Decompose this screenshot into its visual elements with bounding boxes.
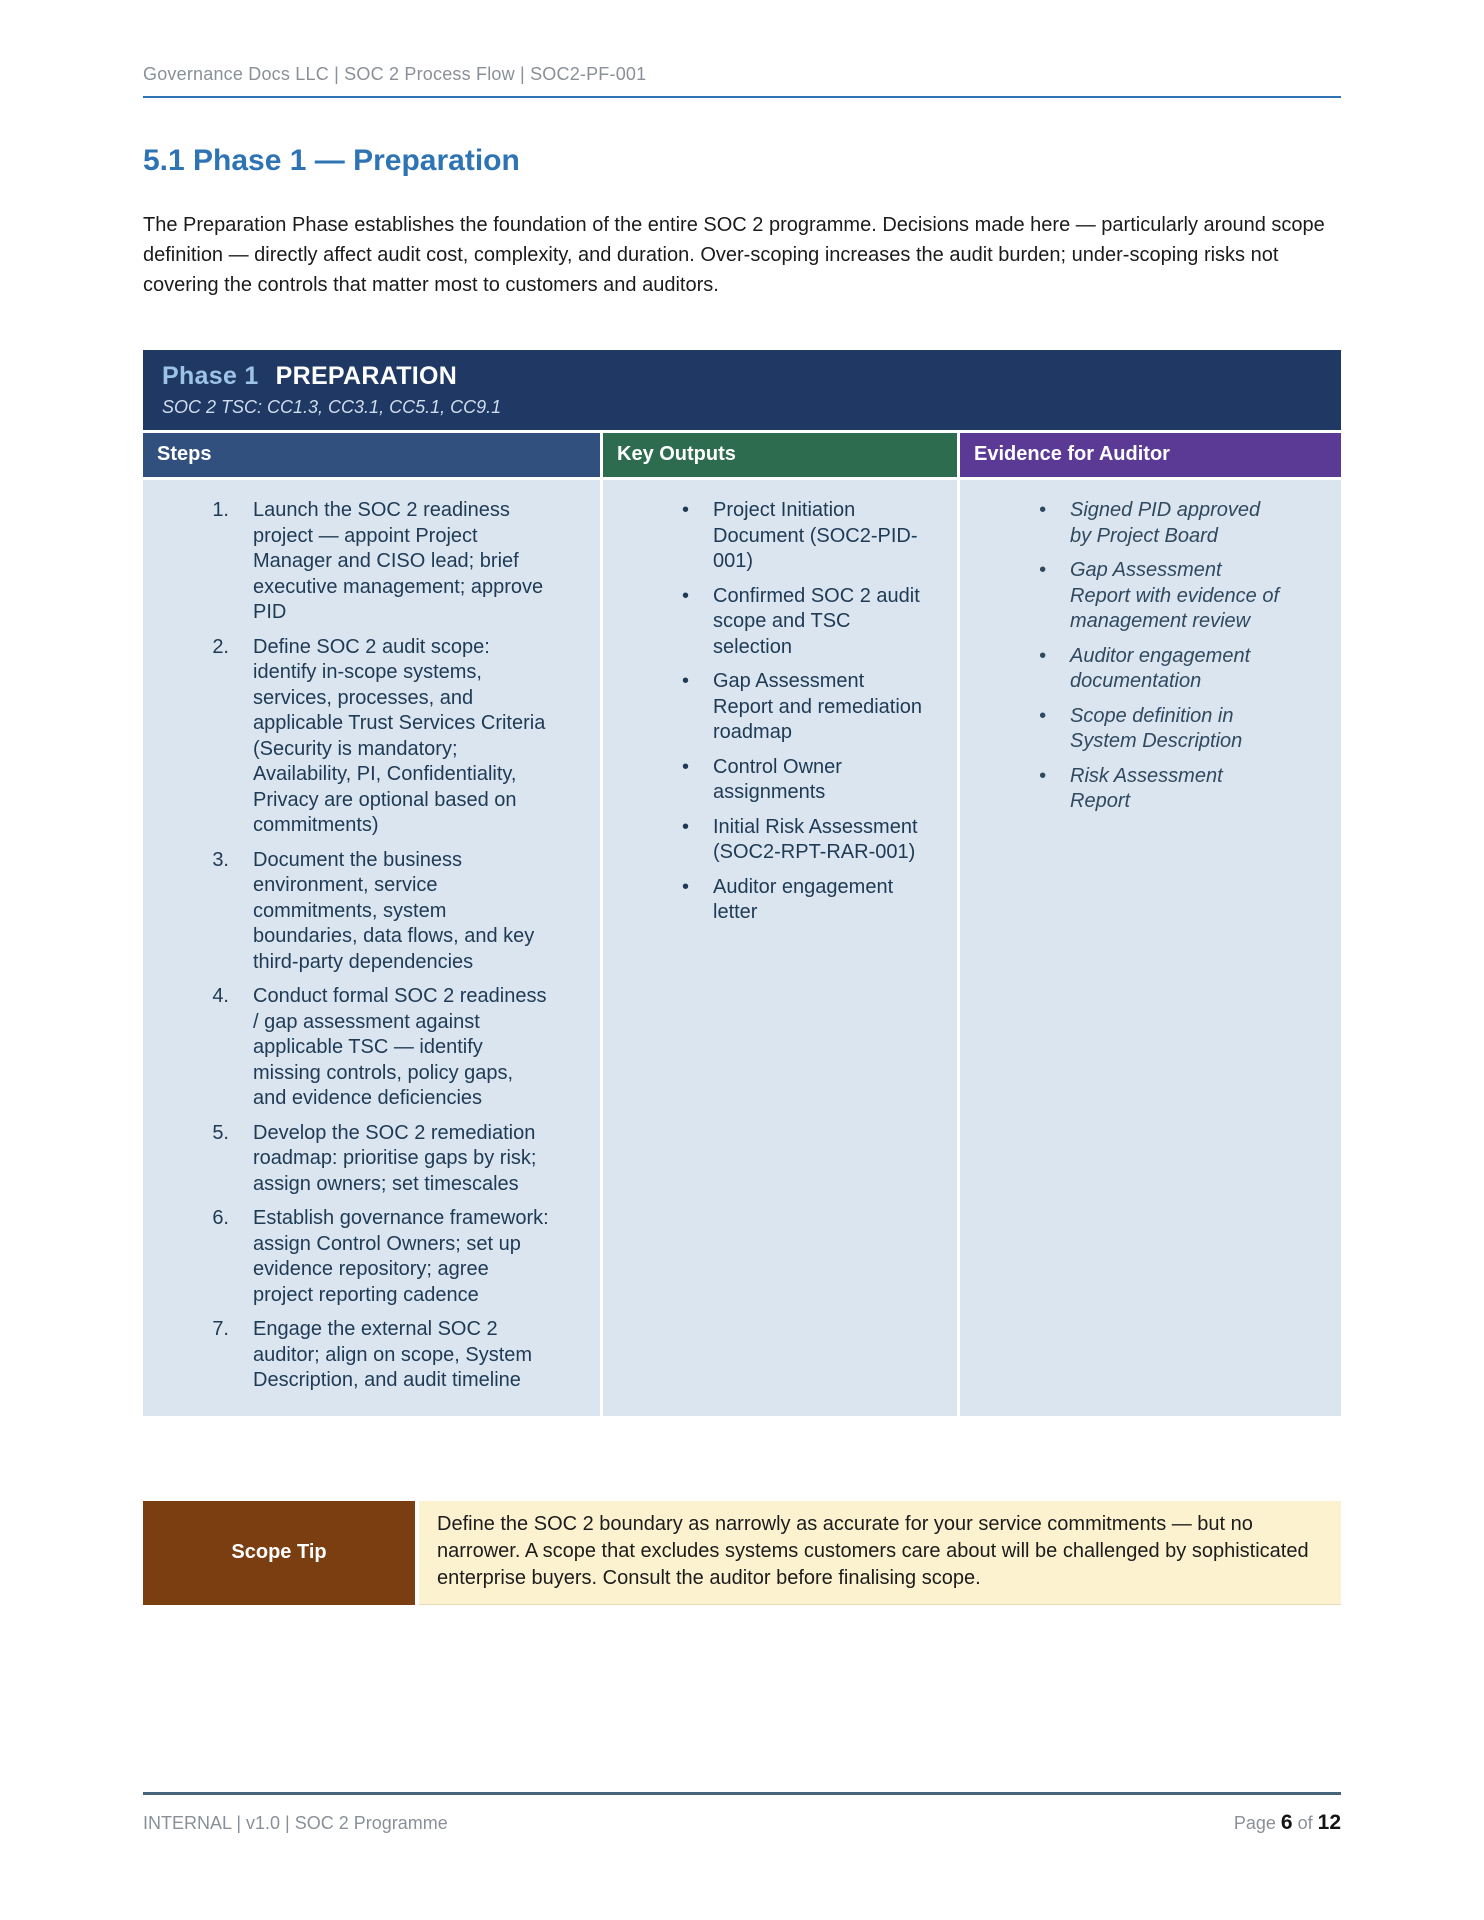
bullet-icon: • bbox=[1038, 704, 1046, 727]
section-title: 5.1 Phase 1 — Preparation bbox=[143, 144, 520, 177]
intro-paragraph: The Preparation Phase establishes the foundation of the entire SOC 2 programme. Decisions made here — particularly around scope definition — directly affect audit cost, complexity, and duration. Over-scoping increases the audit burden; under-scoping risks not covering the controls that matter most to customers and auditors. bbox=[143, 214, 1325, 296]
bullet-item bbox=[960, 498, 1341, 549]
bullet-icon: • bbox=[681, 499, 689, 521]
bullet-item bbox=[960, 558, 1341, 635]
phase-banner bbox=[143, 350, 1341, 430]
step-number: 4. bbox=[212, 985, 229, 1007]
scope-tip-callout bbox=[143, 1501, 1341, 1605]
step-number: 6. bbox=[212, 1207, 229, 1229]
bullet-icon: • bbox=[681, 815, 689, 838]
step-item bbox=[143, 984, 600, 1112]
footer-left-text: INTERNAL | v1.0 | SOC 2 Programme bbox=[143, 1813, 448, 1833]
phase-banner-title bbox=[162, 362, 1322, 391]
list-item-text: Auditor engagement letter bbox=[713, 875, 894, 923]
step-item bbox=[143, 498, 600, 626]
bullet-icon: • bbox=[681, 670, 689, 692]
step-item bbox=[143, 635, 600, 839]
phase-tsc-subtitle: SOC 2 TSC: CC1.3, CC3.1, CC5.1, CC9.1 bbox=[162, 397, 502, 417]
bullet-item bbox=[960, 704, 1341, 755]
list-item-text: Establish governance framework: assign Control Owners; set up evidence repository; agree project reporting cadence bbox=[253, 1207, 549, 1306]
list-item-text: Control Owner assignments bbox=[713, 755, 842, 803]
table-column-headers bbox=[143, 433, 1341, 477]
step-number: 3. bbox=[212, 848, 229, 871]
key-outputs-list bbox=[603, 498, 957, 926]
bullet-item bbox=[603, 584, 957, 661]
footer-page-indicator bbox=[1234, 1811, 1341, 1835]
document-footer bbox=[143, 1792, 1341, 1835]
list-item-text: Launch the SOC 2 readiness project — appoint Project Manager and CISO lead; brief executive management; approve PID bbox=[253, 499, 544, 623]
column-header-evidence: Evidence for Auditor bbox=[960, 433, 1341, 477]
list-item-text: Conduct formal SOC 2 readiness / gap assessment against applicable TSC — identify missing controls, policy gaps, and evidence deficiencies bbox=[253, 985, 547, 1109]
list-item-text: Confirmed SOC 2 audit scope and TSC selection bbox=[713, 584, 920, 658]
bullet-icon: • bbox=[1038, 559, 1046, 581]
bullet-icon: • bbox=[1038, 499, 1046, 521]
phase-name-label: PREPARATION bbox=[275, 362, 458, 390]
list-item-text: Auditor engagement documentation bbox=[1070, 644, 1251, 692]
list-item-text: Gap Assessment Report with evidence of management review bbox=[1070, 559, 1280, 632]
bullet-icon: • bbox=[681, 875, 689, 898]
bullet-item bbox=[603, 875, 957, 926]
list-item-text: Scope definition in System Description bbox=[1070, 704, 1243, 752]
step-number: 5. bbox=[212, 1121, 229, 1144]
bullet-item bbox=[603, 669, 957, 746]
step-item bbox=[143, 848, 600, 976]
bullet-item bbox=[603, 815, 957, 866]
document-header bbox=[143, 0, 1341, 98]
scope-tip-label: Scope Tip bbox=[143, 1501, 415, 1605]
steps-list bbox=[143, 498, 600, 1394]
scope-tip-text: Define the SOC 2 boundary as narrowly as accurate for your service commitments — but no narrower. A scope that excludes systems customers care about will be challenged by sophisticated enterprise buyers. Consult the auditor before finalising scope. bbox=[419, 1501, 1341, 1605]
list-item-text: Gap Assessment Report and remediation roadmap bbox=[713, 670, 923, 743]
bullet-icon: • bbox=[1038, 764, 1046, 787]
step-item bbox=[143, 1206, 600, 1308]
footer-total-pages: 12 bbox=[1317, 1811, 1341, 1834]
evidence-list bbox=[960, 498, 1341, 815]
step-item bbox=[143, 1317, 600, 1394]
bullet-item bbox=[603, 498, 957, 575]
list-item-text: Engage the external SOC 2 auditor; align on scope, System Description, and audit timeline bbox=[253, 1318, 533, 1391]
phase-table bbox=[143, 350, 1341, 1416]
footer-of-word: of bbox=[1297, 1813, 1313, 1833]
bullet-icon: • bbox=[681, 755, 689, 778]
list-item-text: Project Initiation Document (SOC2-PID-001) bbox=[713, 499, 918, 572]
list-item-text: Initial Risk Assessment (SOC2-RPT-RAR-001) bbox=[713, 815, 918, 863]
step-number: 1. bbox=[212, 499, 229, 521]
list-item-text: Signed PID approved by Project Board bbox=[1070, 499, 1261, 547]
column-header-key-outputs: Key Outputs bbox=[603, 433, 957, 477]
step-item bbox=[143, 1121, 600, 1198]
column-header-steps: Steps bbox=[143, 433, 600, 477]
key-outputs-cell bbox=[603, 480, 957, 1416]
steps-cell bbox=[143, 480, 600, 1416]
header-text: Governance Docs LLC | SOC 2 Process Flow | SOC2-PF-001 bbox=[143, 64, 647, 84]
footer-current-page: 6 bbox=[1280, 1811, 1293, 1834]
bullet-item bbox=[603, 755, 957, 806]
list-item-text: Document the business environment, service commitments, system boundaries, data flows, and key third-party dependencies bbox=[253, 848, 535, 973]
list-item-text: Develop the SOC 2 remediation roadmap: prioritise gaps by risk; assign owners; set timescales bbox=[253, 1121, 537, 1195]
list-item-text: Risk Assessment Report bbox=[1070, 764, 1223, 812]
step-number: 2. bbox=[212, 635, 229, 658]
footer-page-word: Page bbox=[1233, 1813, 1276, 1833]
list-item-text: Define SOC 2 audit scope: identify in-scope systems, services, processes, and applicable Trust Services Criteria (Security is mandatory; Availability, PI, Confidentiality, Privacy are optional based on commitments) bbox=[253, 635, 546, 836]
bullet-icon: • bbox=[1038, 644, 1046, 667]
bullet-item bbox=[960, 644, 1341, 695]
step-number: 7. bbox=[212, 1318, 229, 1340]
bullet-item bbox=[960, 764, 1341, 815]
bullet-icon: • bbox=[681, 584, 689, 607]
table-body bbox=[143, 480, 1341, 1416]
evidence-cell bbox=[960, 480, 1341, 1416]
phase-number-label: Phase 1 bbox=[162, 362, 259, 390]
